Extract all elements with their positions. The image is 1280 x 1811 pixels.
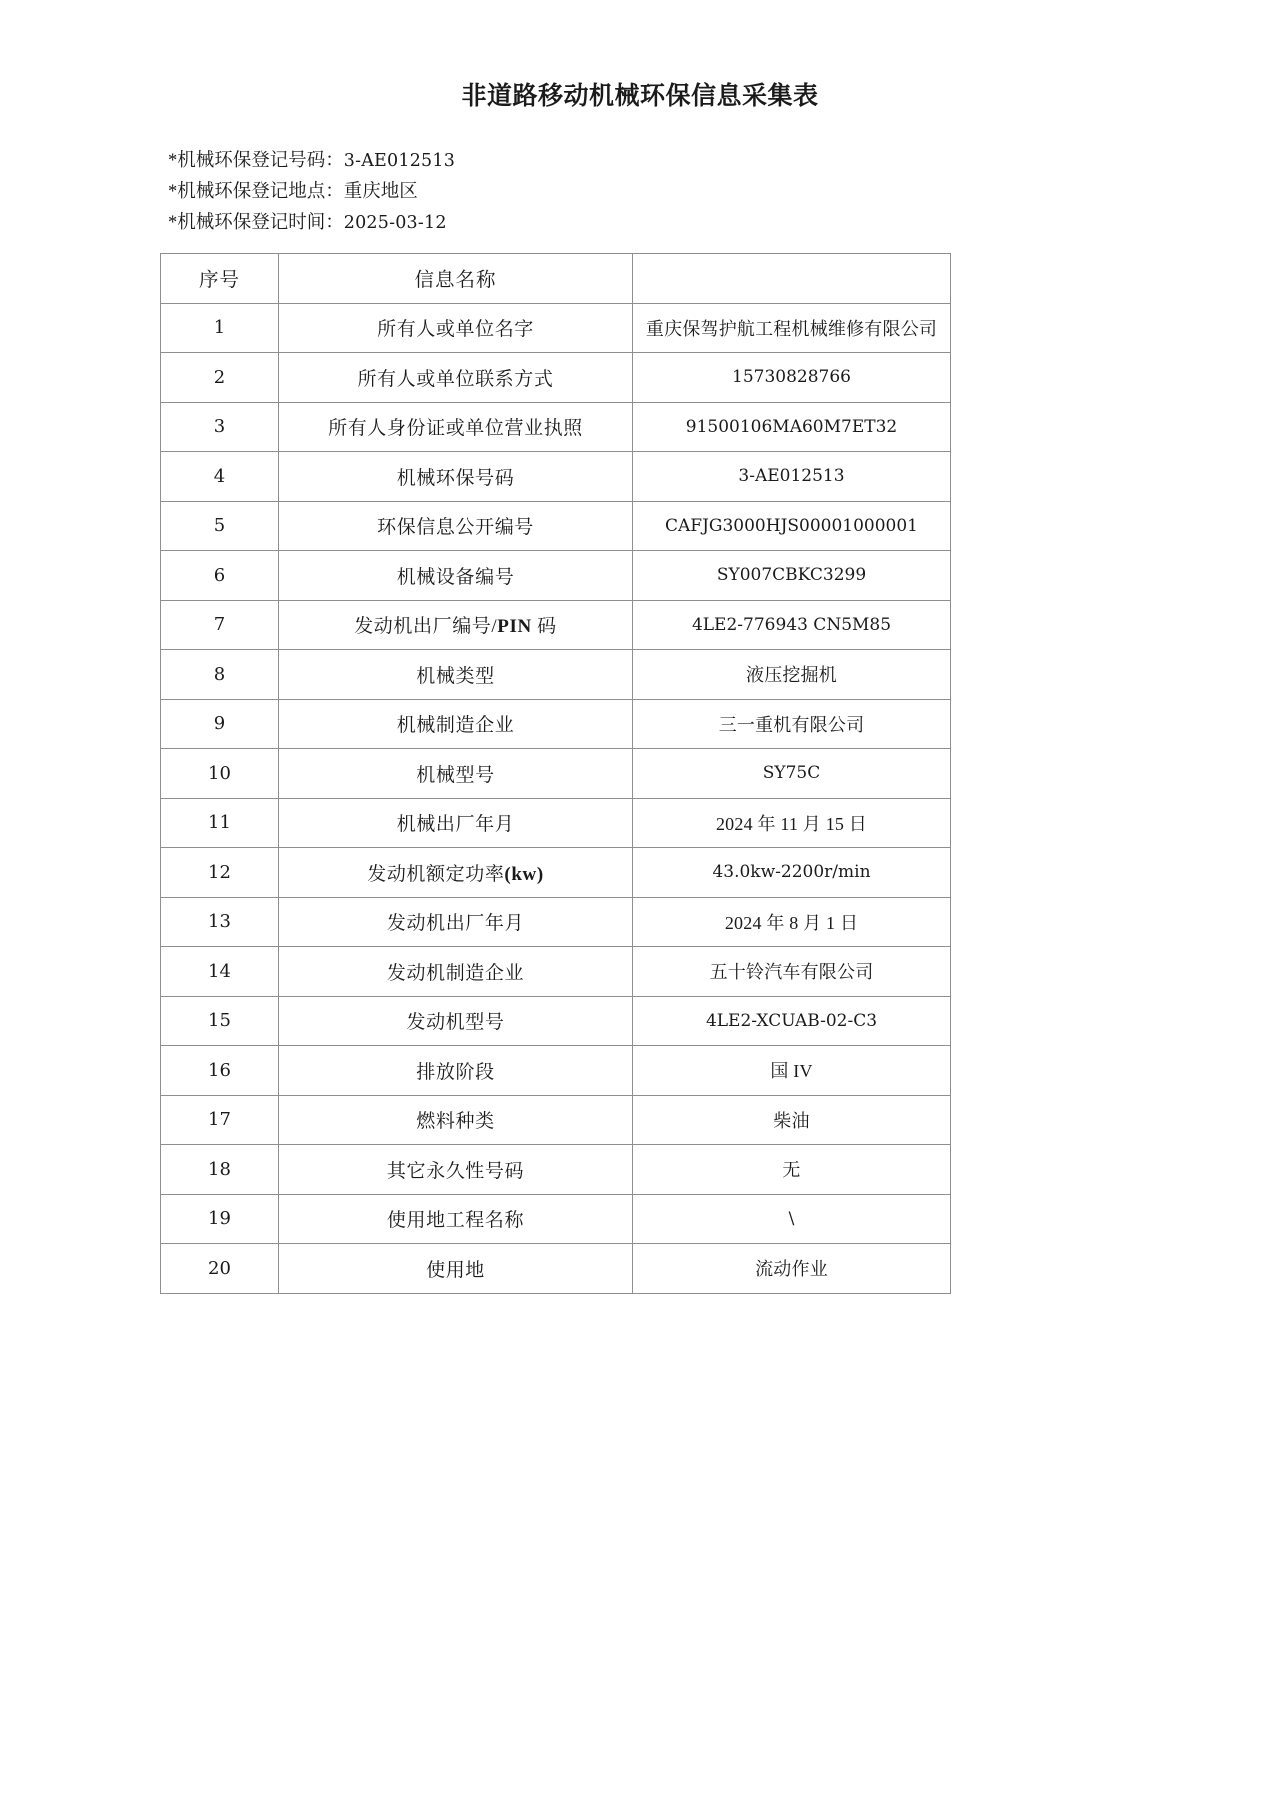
table-head — [161, 254, 951, 304]
cell-index: 10 — [161, 749, 279, 799]
table-row — [161, 1244, 951, 1294]
table-row — [161, 848, 951, 898]
cell-info-value: CAFJG3000HJS00001000001 — [633, 501, 951, 551]
table-row — [161, 947, 951, 997]
cell-index: 15 — [161, 996, 279, 1046]
cell-info-value: SY007CBKC3299 — [633, 551, 951, 601]
cell-info-name: 使用地 — [279, 1244, 633, 1294]
cell-index: 11 — [161, 798, 279, 848]
table-row — [161, 402, 951, 452]
cell-index: 2 — [161, 353, 279, 403]
cell-info-name: 排放阶段 — [279, 1046, 633, 1096]
cell-info-name: 发动机出厂年月 — [279, 897, 633, 947]
cell-info-name: 所有人或单位联系方式 — [279, 353, 633, 403]
table-row — [161, 600, 951, 650]
machine-info-table — [160, 253, 951, 1294]
cell-info-value: 2024 年 11 月 15 日 — [633, 798, 951, 848]
cell-info-value: 流动作业 — [633, 1244, 951, 1294]
cell-info-name: 燃料种类 — [279, 1095, 633, 1145]
table-row — [161, 551, 951, 601]
info-table-wrapper — [0, 253, 1280, 1294]
cell-info-name: 所有人身份证或单位营业执照 — [279, 402, 633, 452]
cell-info-value: 4LE2-XCUAB-02-C3 — [633, 996, 951, 1046]
cell-index: 9 — [161, 699, 279, 749]
cell-info-value: \ — [633, 1194, 951, 1244]
cell-index: 5 — [161, 501, 279, 551]
cell-info-name: 发动机额定功率(kw) — [279, 848, 633, 898]
table-row — [161, 650, 951, 700]
table-row — [161, 798, 951, 848]
table-row — [161, 1095, 951, 1145]
cell-index: 7 — [161, 600, 279, 650]
cell-index: 6 — [161, 551, 279, 601]
cell-index: 3 — [161, 402, 279, 452]
cell-index: 8 — [161, 650, 279, 700]
cell-info-value: 三一重机有限公司 — [633, 699, 951, 749]
table-row — [161, 996, 951, 1046]
cell-index: 4 — [161, 452, 279, 502]
meta-value-registration-place: 重庆地区 — [343, 182, 418, 202]
table-row — [161, 353, 951, 403]
table-header-row — [161, 254, 951, 304]
cell-info-value: 国 IV — [633, 1046, 951, 1096]
meta-value-registration-date: 2025-03-12 — [343, 213, 447, 233]
cell-index: 12 — [161, 848, 279, 898]
meta-value-registration-number: 3-AE012513 — [343, 151, 456, 171]
table-row — [161, 1145, 951, 1195]
cell-index: 17 — [161, 1095, 279, 1145]
column-header-index: 序号 — [161, 254, 279, 304]
cell-info-value: 15730828766 — [633, 353, 951, 403]
cell-info-value: 4LE2-776943 CN5M85 — [633, 600, 951, 650]
cell-info-value: SY75C — [633, 749, 951, 799]
cell-index: 14 — [161, 947, 279, 997]
table-body — [161, 303, 951, 1293]
meta-label-registration-place: *机械环保登记地点： — [168, 182, 344, 202]
cell-index: 16 — [161, 1046, 279, 1096]
cell-index: 20 — [161, 1244, 279, 1294]
cell-index: 1 — [161, 303, 279, 353]
cell-info-name: 发动机出厂编号/PIN 码 — [279, 600, 633, 650]
table-row — [161, 303, 951, 353]
cell-info-value: 2024 年 8 月 1 日 — [633, 897, 951, 947]
cell-info-value: 43.0kw-2200r/min — [633, 848, 951, 898]
cell-info-value: 重庆保驾护航工程机械维修有限公司 — [633, 303, 951, 353]
meta-line-registration-place — [168, 177, 1280, 208]
page-title: 非道路移动机械环保信息采集表 — [461, 83, 819, 110]
cell-index: 18 — [161, 1145, 279, 1195]
cell-info-name: 机械设备编号 — [279, 551, 633, 601]
cell-index: 13 — [161, 897, 279, 947]
cell-info-name: 机械环保号码 — [279, 452, 633, 502]
column-header-name: 信息名称 — [279, 254, 633, 304]
cell-info-name: 机械出厂年月 — [279, 798, 633, 848]
column-header-value — [633, 254, 951, 304]
cell-info-name: 机械型号 — [279, 749, 633, 799]
meta-line-registration-number — [168, 146, 1280, 177]
table-row — [161, 897, 951, 947]
table-row — [161, 1046, 951, 1096]
table-row — [161, 452, 951, 502]
table-row — [161, 501, 951, 551]
meta-label-registration-date: *机械环保登记时间： — [168, 213, 344, 233]
cell-info-name: 发动机型号 — [279, 996, 633, 1046]
cell-index: 19 — [161, 1194, 279, 1244]
cell-info-value: 五十铃汽车有限公司 — [633, 947, 951, 997]
cell-info-value: 3-AE012513 — [633, 452, 951, 502]
cell-info-name: 机械制造企业 — [279, 699, 633, 749]
cell-info-value: 柴油 — [633, 1095, 951, 1145]
cell-info-name: 所有人或单位名字 — [279, 303, 633, 353]
cell-info-name: 环保信息公开编号 — [279, 501, 633, 551]
cell-info-name: 其它永久性号码 — [279, 1145, 633, 1195]
cell-info-name: 机械类型 — [279, 650, 633, 700]
cell-info-value: 无 — [633, 1145, 951, 1195]
cell-info-value: 91500106MA60M7ET32 — [633, 402, 951, 452]
cell-info-name: 使用地工程名称 — [279, 1194, 633, 1244]
cell-info-name: 发动机制造企业 — [279, 947, 633, 997]
meta-line-registration-date — [168, 208, 1280, 239]
cell-info-value: 液压挖掘机 — [633, 650, 951, 700]
registration-meta-block — [0, 146, 1280, 239]
table-row — [161, 699, 951, 749]
table-row — [161, 749, 951, 799]
meta-label-registration-number: *机械环保登记号码： — [168, 151, 344, 171]
table-row — [161, 1194, 951, 1244]
